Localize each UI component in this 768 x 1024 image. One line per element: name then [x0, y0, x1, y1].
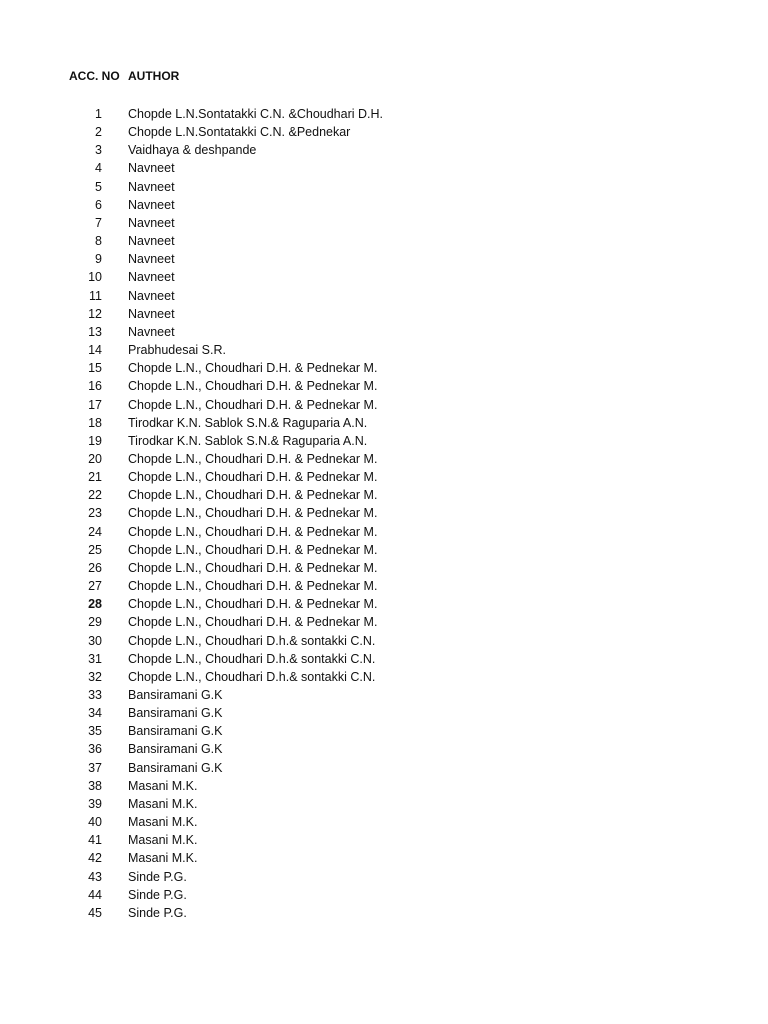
table-row [0, 341, 768, 359]
acc-number: 30 [88, 633, 102, 648]
table-row [0, 268, 768, 286]
author-name: Sinde P.G. [128, 869, 187, 884]
author-name: Navneet [128, 161, 175, 176]
acc-number: 24 [88, 524, 102, 539]
table-row [0, 831, 768, 849]
table-row [0, 105, 768, 123]
table-row [0, 468, 768, 486]
acc-number: 12 [88, 306, 102, 321]
acc-number: 9 [95, 252, 102, 267]
author-name: Navneet [128, 197, 175, 212]
author-name: Chopde L.N., Choudhari D.H. & Pednekar M. [128, 361, 378, 376]
table-row [0, 904, 768, 922]
acc-number: 45 [88, 905, 102, 920]
author-name: Navneet [128, 270, 175, 285]
table-row [0, 686, 768, 704]
table-row [0, 159, 768, 177]
table-row [0, 795, 768, 813]
acc-number: 42 [88, 851, 102, 866]
acc-number: 13 [88, 324, 102, 339]
author-name: Chopde L.N., Choudhari D.H. & Pednekar M. [128, 451, 378, 466]
author-name: Bansiramani G.K [128, 688, 223, 702]
author-name: Chopde L.N., Choudhari D.H. & Pednekar M. [128, 615, 378, 630]
acc-number: 20 [88, 451, 102, 466]
acc-number: 43 [88, 869, 102, 884]
author-name: Masani M.K. [128, 815, 198, 830]
author-name: Chopde L.N., Choudhari D.H. & Pednekar M. [128, 397, 378, 412]
author-name: Navneet [128, 324, 175, 339]
acc-number: 32 [88, 669, 102, 684]
table-row [0, 595, 768, 613]
author-name: Navneet [128, 252, 175, 267]
table-row [0, 668, 768, 686]
acc-number: 31 [88, 651, 102, 666]
acc-number: 27 [88, 579, 102, 594]
acc-number: 28 [88, 597, 102, 612]
acc-number: 35 [88, 724, 102, 739]
acc-number: 6 [95, 197, 102, 212]
author-name: Chopde L.N., Choudhari D.H. & Pednekar M. [128, 579, 378, 594]
author-name: Masani M.K. [128, 778, 198, 793]
author-name: Chopde L.N., Choudhari D.H. & Pednekar M. [128, 542, 378, 557]
table-row [0, 141, 768, 159]
table-row [0, 777, 768, 795]
author-name: Masani M.K. [128, 851, 198, 866]
author-name: Prabhudesai S.R. [128, 343, 226, 358]
acc-number: 26 [88, 560, 102, 575]
table-row [0, 323, 768, 341]
table-row [0, 450, 768, 468]
table-row [0, 650, 768, 668]
author-name: Vaidhaya & deshpande [128, 143, 257, 158]
acc-number: 25 [88, 542, 102, 557]
table-row [0, 396, 768, 414]
table-row [0, 849, 768, 867]
acc-number: 23 [88, 506, 102, 521]
table-row [0, 704, 768, 722]
author-name: Bansiramani G.K [128, 760, 223, 775]
accession-table [0, 105, 768, 922]
author-name: Chopde L.N., Choudhari D.H. & Pednekar M. [128, 560, 378, 575]
table-row [0, 287, 768, 305]
acc-number: 14 [88, 343, 102, 358]
table-row [0, 740, 768, 758]
acc-number: 40 [88, 815, 102, 830]
table-row [0, 813, 768, 831]
table-row [0, 722, 768, 740]
acc-number: 15 [88, 361, 102, 376]
author-name: Chopde L.N., Choudhari D.h.& sontakki C.N. [128, 633, 376, 648]
author-name: Chopde L.N., Choudhari D.h.& sontakki C.N. [128, 651, 376, 666]
table-row [0, 123, 768, 141]
author-name: Chopde L.N., Choudhari D.h.& sontakki C.N. [128, 669, 376, 684]
acc-number: 44 [88, 887, 102, 902]
acc-number: 37 [88, 760, 102, 775]
acc-number: 16 [88, 379, 102, 394]
author-name: Chopde L.N., Choudhari D.H. & Pednekar M. [128, 488, 378, 503]
table-row [0, 196, 768, 214]
acc-number: 7 [95, 215, 102, 230]
acc-number: 5 [95, 179, 102, 194]
acc-number: 1 [95, 107, 102, 121]
acc-number: 18 [88, 415, 102, 430]
author-name: Chopde L.N., Choudhari D.H. & Pednekar M. [128, 524, 378, 539]
table-row [0, 359, 768, 377]
acc-number: 10 [88, 270, 102, 285]
author-name: Navneet [128, 179, 175, 194]
author-name: Navneet [128, 234, 175, 249]
author-name: Tirodkar K.N. Sablok S.N.& Raguparia A.N. [128, 415, 368, 430]
table-row [0, 250, 768, 268]
author-name: Bansiramani G.K [128, 706, 223, 721]
table-row [0, 232, 768, 250]
table-row [0, 613, 768, 631]
author-name: Bansiramani G.K [128, 724, 223, 739]
table-row [0, 377, 768, 395]
author-name: Masani M.K. [128, 833, 198, 848]
acc-number: 29 [88, 615, 102, 630]
table-row [0, 523, 768, 541]
author-name: Sinde P.G. [128, 905, 187, 920]
author-name: Navneet [128, 288, 175, 303]
acc-number: 21 [88, 470, 102, 485]
author-name: Navneet [128, 306, 175, 321]
acc-number: 41 [88, 833, 102, 848]
acc-number: 11 [89, 288, 102, 303]
author-name: Navneet [128, 215, 175, 230]
acc-number: 38 [88, 778, 102, 793]
acc-number: 8 [95, 234, 102, 249]
author-name: Sinde P.G. [128, 887, 187, 902]
table-row [0, 559, 768, 577]
table-row [0, 414, 768, 432]
acc-number: 2 [95, 125, 102, 140]
author-name: Masani M.K. [128, 796, 198, 811]
table-row [0, 504, 768, 522]
author-name: Chopde L.N.Sontatakki C.N. &Pednekar [128, 125, 351, 140]
header-author: AUTHOR [128, 69, 180, 83]
acc-number: 17 [88, 397, 102, 412]
table-row [0, 868, 768, 886]
author-name: Tirodkar K.N. Sablok S.N.& Raguparia A.N. [128, 433, 368, 448]
acc-number: 39 [88, 796, 102, 811]
table-row [0, 178, 768, 196]
acc-number: 34 [88, 706, 102, 721]
author-name: Chopde L.N., Choudhari D.H. & Pednekar M. [128, 597, 378, 612]
acc-number: 3 [95, 143, 102, 158]
acc-number: 22 [88, 488, 102, 503]
table-row [0, 432, 768, 450]
acc-number: 36 [88, 742, 102, 757]
table-row [0, 305, 768, 323]
author-name: Chopde L.N., Choudhari D.H. & Pednekar M. [128, 470, 378, 485]
acc-number: 4 [95, 161, 102, 176]
table-row [0, 577, 768, 595]
table-row [0, 886, 768, 904]
header-acc-no: ACC. NO [69, 69, 120, 83]
table-row [0, 632, 768, 650]
table-row [0, 541, 768, 559]
author-name: Chopde L.N.Sontatakki C.N. &Choudhari D.H. [128, 107, 383, 121]
acc-number: 33 [88, 688, 102, 702]
author-name: Chopde L.N., Choudhari D.H. & Pednekar M. [128, 506, 378, 521]
table-row [0, 486, 768, 504]
table-row [0, 214, 768, 232]
table-header [69, 69, 179, 83]
author-name: Chopde L.N., Choudhari D.H. & Pednekar M. [128, 379, 378, 394]
table-row [0, 759, 768, 777]
author-name: Bansiramani G.K [128, 742, 223, 757]
acc-number: 19 [88, 433, 102, 448]
